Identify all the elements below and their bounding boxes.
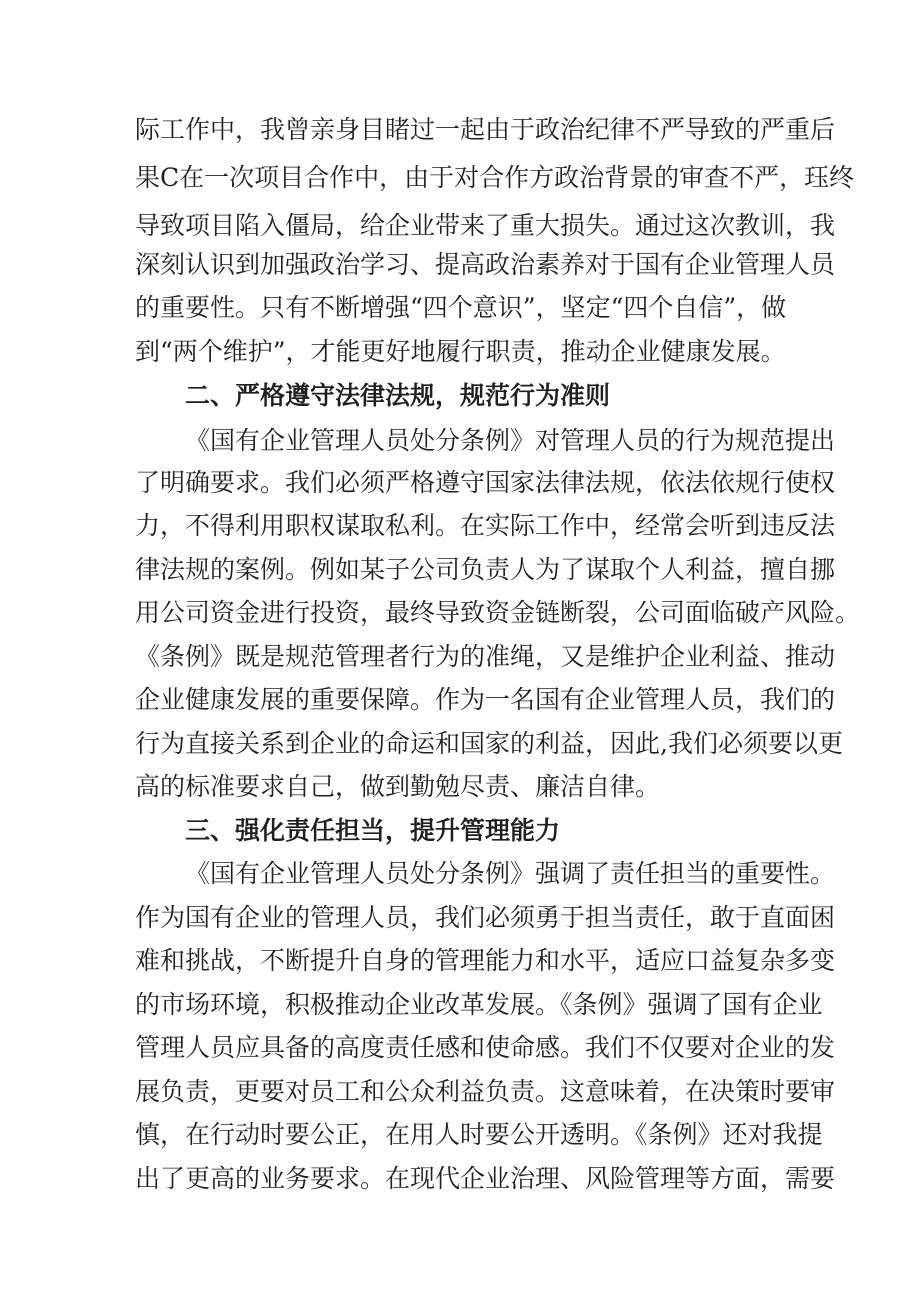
- section-heading-3: 三、强化责任担当，提升管理能力: [185, 816, 561, 845]
- paragraph-line: 的重要性。只有不断增强“四个意识”，坚定“四个自信”，做: [135, 293, 787, 322]
- paragraph-line: 《条例》既是规范管理者行为的准绳，又是维护企业利益、推动: [135, 642, 836, 671]
- paragraph-line: 行为直接关系到企业的命运和国家的利益，因此,我们必须要以更: [135, 729, 843, 758]
- paragraph-line: 力，不得利用职权谋取私利。在实际工作中，经常会听到违反法: [135, 511, 836, 540]
- paragraph-line: 果C在一次项目合作中，由于对合作方政治背景的审查不严，珏终: [135, 163, 855, 192]
- paragraph-line: 作为国有企业的管理人员，我们必须勇于担当责任，敢于直面困: [135, 903, 836, 932]
- paragraph-line: 际工作中，我曾亲身目睹过一起由于政治纪律不严导致的严重后: [135, 115, 836, 144]
- paragraph-line: 高的标准要求自己，做到勤勉尽责、廉洁自律。: [135, 772, 661, 801]
- paragraph-line: 深刻认识到加强政治学习、提高政治素养对于国有企业管理人员: [135, 250, 836, 279]
- paragraph-line: 到“两个维护”，才能更好地履行职责，推动企业健康发展。: [135, 337, 786, 366]
- paragraph-line: 导致项目陷入僵局，给企业带来了重大损失。通过这次教训，我: [135, 211, 836, 240]
- paragraph-line: 的市场环境，积极推动企业改革发展。《条例》强调了国有企业: [135, 990, 823, 1019]
- paragraph-line: 企业健康发展的重要保障。作为一名国有企业管理人员，我们的: [135, 685, 836, 714]
- paragraph-line: 慎，在行动时要公正，在用人时要公开透明。《条例》还对我提: [135, 1120, 823, 1149]
- section-heading-2: 二、严格遵守法律法规，规范行为准则: [185, 381, 611, 410]
- paragraph-line: 用公司资金进行投资，最终导致资金链断裂，公司面临破产风险。: [135, 598, 861, 627]
- paragraph-line: 难和挑战，不断提升自身的管理能力和水平，适应口益复杂多变: [135, 946, 836, 975]
- paragraph-line: 出了更高的业务要求。在现代企业治理、风险管理等方面，需要: [135, 1164, 836, 1193]
- paragraph-line: 了明确要求。我们必须严格遵守国家法律法规，依法依规行使权: [135, 468, 836, 497]
- paragraph-line: 展负责，更要对员工和公众利益负责。这意味着，在决策时要审: [135, 1077, 836, 1106]
- paragraph-line: 管理人员应具备的高度责任感和使命感。我们不仅要对企业的发: [135, 1033, 836, 1062]
- paragraph-line: 《国有企业管理人员处分条例》强调了责任担当的重要性。: [185, 859, 836, 888]
- paragraph-line: 《国有企业管理人员处分条例》对管理人员的行为规范提出: [185, 426, 836, 455]
- paragraph-line: 律法规的案例。例如某子公司负责人为了谋取个人利益，擅自挪: [135, 555, 836, 584]
